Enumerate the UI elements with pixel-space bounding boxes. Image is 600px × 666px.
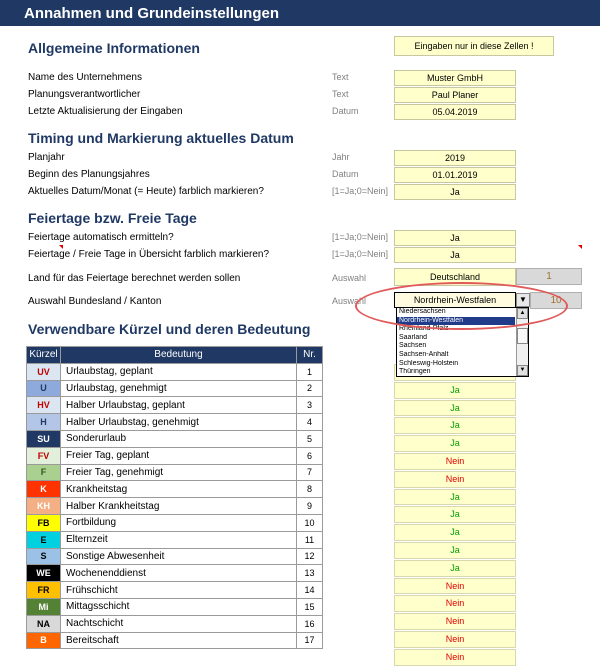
number-cell: 13 — [297, 565, 323, 582]
plan-start-input[interactable]: 01.01.2019 — [394, 167, 516, 183]
state-type: Auswahl — [332, 296, 367, 306]
dropdown-option[interactable]: Rheinland-Pfalz — [399, 325, 449, 333]
description-cell: Sonstige Abwesenheit — [61, 548, 297, 565]
country-type: Auswahl — [332, 273, 367, 283]
description-cell: Krankheitstag — [61, 481, 297, 498]
description-cell: Halber Urlaubstag, genehmigt — [61, 414, 297, 431]
number-cell: 5 — [297, 430, 323, 447]
code-cell: S — [27, 548, 61, 565]
code-cell: F — [27, 464, 61, 481]
mark-today-type: [1=Ja;0=Nein] — [332, 186, 389, 196]
table-row — [27, 363, 323, 380]
country-select[interactable]: Deutschland — [394, 268, 516, 286]
state-label: Auswahl Bundesland / Kanton — [28, 296, 162, 307]
comment-indicator — [59, 245, 63, 249]
input-note: Eingaben nur in diese Zellen ! — [394, 36, 554, 56]
section-general-title: Allgemeine Informationen — [28, 40, 200, 56]
description-cell: Sonderurlaub — [61, 430, 297, 447]
flag-cell[interactable]: Ja — [394, 489, 516, 506]
flag-cell[interactable]: Ja — [394, 417, 516, 434]
auto-holidays-type: [1=Ja;0=Nein] — [332, 232, 389, 242]
number-cell: 6 — [297, 447, 323, 464]
number-cell: 3 — [297, 397, 323, 414]
table-header-row — [27, 347, 323, 364]
table-row — [27, 565, 323, 582]
company-name-type: Text — [332, 72, 349, 82]
dropdown-option[interactable]: Sachsen-Anhalt — [399, 350, 449, 358]
table-row — [27, 397, 323, 414]
code-cell: WE — [27, 565, 61, 582]
flag-cell[interactable]: Ja — [394, 542, 516, 559]
flag-cell[interactable]: Ja — [394, 560, 516, 577]
code-cell: UV — [27, 363, 61, 380]
section-codes-title: Verwendbare Kürzel und deren Bedeutung — [28, 321, 311, 337]
dropdown-option[interactable]: Sachsen — [399, 342, 427, 350]
description-cell: Urlaubstag, geplant — [61, 363, 297, 380]
number-cell: 9 — [297, 498, 323, 515]
number-cell: 7 — [297, 464, 323, 481]
code-cell: Mi — [27, 598, 61, 615]
code-cell: H — [27, 414, 61, 431]
highlight-ring — [355, 282, 568, 330]
table-row — [27, 582, 323, 599]
table-row — [27, 464, 323, 481]
code-cell: NA — [27, 615, 61, 632]
number-cell: 11 — [297, 531, 323, 548]
table-row — [27, 447, 323, 464]
number-cell: 8 — [297, 481, 323, 498]
description-cell: Freier Tag, genehmigt — [61, 464, 297, 481]
flag-cell[interactable]: Nein — [394, 453, 516, 470]
dropdown-option[interactable]: Saarland — [399, 333, 428, 341]
section-timing-title: Timing und Markierung aktuelles Datum — [28, 130, 294, 146]
table-row — [27, 380, 323, 397]
state-select[interactable]: Nordrhein-Westfalen — [394, 292, 516, 308]
description-cell: Halber Urlaubstag, geplant — [61, 397, 297, 414]
flag-cell[interactable]: Nein — [394, 471, 516, 488]
header-code: Kürzel — [27, 347, 61, 364]
flag-cell[interactable]: Ja — [394, 524, 516, 541]
page-title: Annahmen und Grundeinstellungen — [0, 0, 600, 26]
table-row — [27, 632, 323, 649]
table-row — [27, 430, 323, 447]
number-cell: 1 — [297, 363, 323, 380]
description-cell: Mittagsschicht — [61, 598, 297, 615]
table-row — [27, 481, 323, 498]
flag-cell[interactable]: Nein — [394, 578, 516, 595]
auto-holidays-input[interactable]: Ja — [394, 230, 516, 246]
table-row — [27, 498, 323, 515]
number-cell: 4 — [297, 414, 323, 431]
plan-start-type: Datum — [332, 169, 359, 179]
plan-year-input[interactable]: 2019 — [394, 150, 516, 166]
description-cell: Fortbildung — [61, 514, 297, 531]
description-cell: Freier Tag, geplant — [61, 447, 297, 464]
table-row — [27, 548, 323, 565]
last-update-type: Datum — [332, 106, 359, 116]
mark-today-label: Aktuelles Datum/Monat (= Heute) farblich markieren? — [28, 186, 264, 197]
dropdown-option[interactable]: Nordrhein-Westfalen — [397, 317, 515, 326]
header-description: Bedeutung — [61, 347, 297, 364]
state-index: 10 — [530, 292, 582, 309]
table-row — [27, 414, 323, 431]
flag-cell[interactable]: Ja — [394, 435, 516, 452]
flag-cell[interactable]: Nein — [394, 649, 516, 666]
code-cell: B — [27, 632, 61, 649]
mark-holidays-type: [1=Ja;0=Nein] — [332, 249, 389, 259]
dropdown-option[interactable]: Niedersachsen — [399, 308, 446, 315]
chevron-down-icon[interactable]: ▼ — [517, 365, 528, 376]
number-cell: 14 — [297, 582, 323, 599]
description-cell: Elternzeit — [61, 531, 297, 548]
country-index: 1 — [516, 268, 582, 285]
table-row — [27, 531, 323, 548]
number-cell: 12 — [297, 548, 323, 565]
comment-indicator — [578, 245, 582, 249]
code-cell: SU — [27, 430, 61, 447]
number-cell: 10 — [297, 514, 323, 531]
code-cell: FV — [27, 447, 61, 464]
number-cell: 16 — [297, 615, 323, 632]
flag-cell[interactable]: Nein — [394, 631, 516, 648]
description-cell: Wochenenddienst — [61, 565, 297, 582]
header-number: Nr. — [297, 347, 323, 364]
table-row — [27, 598, 323, 615]
description-cell: Frühschicht — [61, 582, 297, 599]
code-cell: HV — [27, 397, 61, 414]
plan-year-label: Planjahr — [28, 152, 65, 163]
description-cell: Nachtschicht — [61, 615, 297, 632]
code-cell: U — [27, 380, 61, 397]
code-cell: KH — [27, 498, 61, 515]
last-update-input[interactable]: 05.04.2019 — [394, 104, 516, 120]
flag-cell[interactable]: Ja — [394, 400, 516, 417]
plan-start-label: Beginn des Planungsjahres — [28, 169, 150, 180]
number-cell: 15 — [297, 598, 323, 615]
planner-type: Text — [332, 89, 349, 99]
last-update-label: Letzte Aktualisierung der Eingaben — [28, 106, 183, 117]
dropdown-option[interactable]: Schleswig-Holstein — [399, 359, 459, 367]
dropdown-option[interactable]: Thüringen — [399, 368, 431, 376]
scrollbar-thumb[interactable] — [517, 328, 528, 344]
plan-year-type: Jahr — [332, 152, 350, 162]
table-row — [27, 514, 323, 531]
company-name-label: Name des Unternehmens — [28, 72, 142, 83]
chevron-down-icon[interactable]: ▼ — [516, 293, 530, 307]
country-label: Land für das Feiertage berechnet werden sollen — [28, 273, 241, 284]
company-name-input[interactable]: Muster GmbH — [394, 70, 516, 86]
auto-holidays-label: Feiertage automatisch ermitteln? — [28, 232, 174, 243]
code-cell: FR — [27, 582, 61, 599]
number-cell: 2 — [297, 380, 323, 397]
description-cell: Bereitschaft — [61, 632, 297, 649]
table-row — [27, 615, 323, 632]
flag-cell[interactable]: Ja — [394, 382, 516, 399]
code-cell: K — [27, 481, 61, 498]
mark-today-input[interactable]: Ja — [394, 184, 516, 200]
section-holidays-title: Feiertage bzw. Freie Tage — [28, 210, 197, 226]
codes-table — [26, 346, 323, 649]
planner-input[interactable]: Paul Planer — [394, 87, 516, 103]
mark-holidays-input[interactable]: Ja — [394, 247, 516, 263]
mark-holidays-label: Feiertage / Freie Tage in Übersicht farblich markieren? — [28, 249, 270, 260]
chevron-up-icon[interactable]: ▲ — [517, 308, 528, 319]
flag-cell[interactable]: Ja — [394, 506, 516, 523]
description-cell: Halber Krankheitstag — [61, 498, 297, 515]
code-cell: E — [27, 531, 61, 548]
flag-cell[interactable]: Nein — [394, 595, 516, 612]
flag-cell[interactable]: Nein — [394, 613, 516, 630]
description-cell: Urlaubstag, genehmigt — [61, 380, 297, 397]
planner-label: Planungsverantwortlicher — [28, 89, 141, 100]
number-cell: 17 — [297, 632, 323, 649]
code-cell: FB — [27, 514, 61, 531]
